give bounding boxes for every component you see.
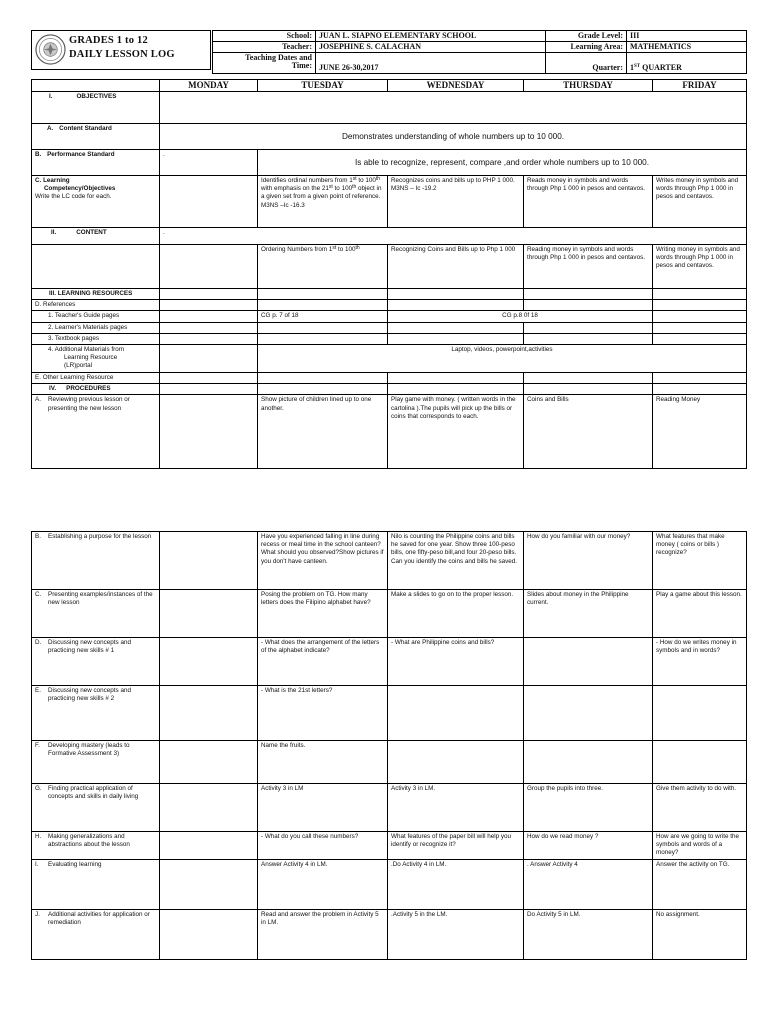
day-monday: MONDAY (160, 80, 258, 92)
lm-tue (258, 322, 388, 333)
deped-seal-icon (35, 34, 66, 65)
procedure-wednesday: Play game with money. ( written words in the cartolina ).The pupils will pick up the bills or coins that corresponds to each. (388, 395, 524, 469)
procedure-row (32, 784, 747, 832)
content-heading-row (32, 228, 747, 245)
procedure-monday (160, 784, 258, 832)
procedure-tuesday: Name the fruits. (258, 741, 388, 784)
competency-tue-text4: to 100 (332, 185, 353, 193)
content-wednesday: Recognizing Coins and Bills up to Php 1 000 (388, 245, 524, 289)
content-thursday: Reading money in symbols and words through Php 1 000 in pesos and centavos. (524, 245, 653, 289)
procedure-tuesday: Answer Activity 4 in LM. (258, 860, 388, 910)
header-info-table (212, 30, 747, 74)
content-friday: Writing money in symbols and words through Php 1 000 in pesos and centavos. (653, 245, 747, 289)
learning-area-value: MATHEMATICS (627, 42, 747, 53)
deped-logo-block (31, 30, 211, 70)
procedure-tuesday: Read and answer the problem in Activity 5 in LM. (258, 910, 388, 960)
or-thu (524, 373, 653, 384)
procedure-friday: How are we going to write the symbols and words of a money? (653, 832, 747, 860)
procedure-row (32, 590, 747, 638)
procedure-label: Discussing new concepts and practicing new skills # 2 (48, 687, 131, 703)
competency-tue-sup2: th (375, 176, 381, 182)
procedure-label: Developing mastery (leads to Formative Assessment 3) (48, 742, 130, 758)
textbook-label: 3. Textbook pages (32, 333, 160, 344)
content-standard-row (32, 124, 747, 150)
teaching-dates-label (213, 53, 316, 74)
procedure-monday (160, 860, 258, 910)
procedure-wednesday: Nilo is counting the Philippine coins and bills he saved for one year. Show three 100-peso bills, one fifty-peso bill,and four 20-peso bills. Can you identify the coins and bills he saved. (388, 532, 524, 590)
procedures-num: IV. (49, 385, 57, 393)
procedure-wednesday: - What are Philippine coins and bills? (388, 638, 524, 686)
teachers-guide-wed-thu: CG p.8 0f 18 (388, 311, 653, 322)
procedure-row (32, 638, 747, 686)
procedure-monday (160, 686, 258, 741)
procedure-thursday: Group the pupils into three. (524, 784, 653, 832)
competency-label-line3: Write the LC code for each. (35, 193, 112, 201)
quarter-value (627, 53, 747, 74)
lr-mon (160, 289, 258, 300)
learning-resources-num: III. (49, 290, 56, 297)
competency-friday: Writes money in symbols and words through Php 1 000 in pesos and centavos. (653, 176, 747, 228)
additional-materials-line2: Learning Resource (64, 354, 118, 362)
performance-standard-heading (32, 150, 160, 176)
tb-mon (160, 333, 258, 344)
content-num: II. (51, 229, 57, 236)
lm-wed (388, 322, 524, 333)
teacher-label: Teacher: (213, 42, 316, 53)
procedure-tuesday: Have you experienced falling in line during recess or meal time in the school canteen?What should you observed?Show pictures if you don't have canteen. (258, 532, 388, 590)
performance-standard-monday: . (160, 150, 258, 176)
procedure-label-cell (32, 686, 160, 741)
grade-level-label: Grade Level: (546, 31, 627, 42)
competency-label1: Learning (43, 177, 70, 184)
objectives-label: OBJECTIVES (76, 93, 117, 100)
procedure-key: F. (35, 742, 40, 749)
procedure-friday: Give them activity to do with. (653, 784, 747, 832)
procedure-label-cell (32, 638, 160, 686)
teachers-guide-row (32, 311, 747, 322)
ref-tue (258, 300, 388, 311)
references-row (32, 300, 747, 311)
performance-standard-num: B. (35, 151, 42, 158)
competency-tue-sup1: st (352, 176, 357, 182)
competency-heading (32, 176, 160, 228)
procedure-thursday: How do we read money ? (524, 832, 653, 860)
lm-fri (653, 322, 747, 333)
grade-level-value: III (627, 31, 747, 42)
procedures-label: PROCEDURES (66, 385, 111, 393)
procedure-monday (160, 395, 258, 469)
procedure-tuesday: Show picture of children lined up to one another. (258, 395, 388, 469)
competency-tuesday (258, 176, 388, 228)
procedure-key: D. (35, 639, 42, 646)
procedure-label-cell (32, 590, 160, 638)
procedure-row (32, 741, 747, 784)
content-label-cell (32, 245, 160, 289)
procedure-label: Reviewing previous lesson or presenting the new lesson (48, 396, 130, 412)
teaching-dates-value: JUNE 26-30,2017 (316, 53, 546, 74)
pr-tue (258, 384, 388, 395)
competency-tue-sup4: th (352, 184, 357, 191)
learners-materials-row (32, 322, 747, 333)
procedure-rows-top (32, 395, 747, 469)
ref-wed (388, 300, 524, 311)
procedure-friday: Reading Money (653, 395, 747, 469)
procedure-friday: Answer the activity on TG. (653, 860, 747, 910)
competency-thursday: Reads money in symbols and words through Php 1 000 in pesos and centavos. (524, 176, 653, 228)
additional-materials-value: Laptop, videos, powerpoint,activities (258, 345, 747, 373)
content-standard-value: Demonstrates understanding of whole numbers up to 10 000. (160, 124, 747, 150)
lr-wed (388, 289, 524, 300)
procedure-tuesday: - What does the arrangement of the letters of the alphabet indicate? (258, 638, 388, 686)
learning-area-label: Learning Area: (546, 42, 627, 53)
quarter-suffix: ST (634, 64, 641, 69)
learners-materials-label: 2. Learner's Materials pages (32, 322, 160, 333)
procedure-tuesday: - What is the 21st letters? (258, 686, 388, 741)
competency-tue-code: M3NS –Ic -16.3 (261, 201, 305, 209)
procedure-friday: What features that make money ( coins or bills ) recognize? (653, 532, 747, 590)
procedure-friday (653, 686, 747, 741)
references-label: D. References (32, 300, 160, 311)
content-standard-num: A. (47, 125, 54, 132)
tb-thu (524, 333, 653, 344)
performance-standard-label: Performance Standard (47, 151, 115, 158)
content-heading (32, 228, 160, 245)
textbook-row (32, 333, 747, 344)
tg-mon (160, 311, 258, 322)
procedure-label: Making generalizations and abstractions about the lesson (48, 833, 130, 849)
school-label: School: (213, 31, 316, 42)
procedure-label: Evaluating learning (48, 861, 102, 868)
procedure-label-cell (32, 910, 160, 960)
procedure-row (32, 910, 747, 960)
competency-label-line1 (35, 177, 156, 185)
procedure-wednesday: .Activity 5 in the LM. (388, 910, 524, 960)
or-mon (160, 373, 258, 384)
procedure-label-cell (32, 860, 160, 910)
procedure-row (32, 532, 747, 590)
competency-wed-text: Recognizes coins and bills up to PHP 1 000. (391, 177, 515, 184)
procedure-label-cell (32, 784, 160, 832)
objectives-body (160, 92, 747, 124)
procedure-friday: No assignment. (653, 910, 747, 960)
form-title-line2: DAILY LESSON LOG (69, 49, 175, 60)
tb-wed (388, 333, 524, 344)
competency-tue-text5: object in a given set from a given point of reference. (261, 185, 382, 201)
pr-mon (160, 384, 258, 395)
competency-tue-text2: to 100 (356, 177, 376, 184)
procedure-friday (653, 741, 747, 784)
procedure-row (32, 686, 747, 741)
objectives-row (32, 92, 747, 124)
procedure-label-cell (32, 532, 160, 590)
competency-tue-text1: Identifies ordinal numbers from 1 (261, 177, 353, 184)
lr-tue (258, 289, 388, 300)
content-tue-text1: Ordering Numbers from 1 (261, 246, 333, 253)
procedure-key: C. (35, 591, 42, 598)
procedure-key: H. (35, 833, 42, 840)
teaching-dates-label-line2: Time: (291, 61, 312, 70)
other-resources-row (32, 373, 747, 384)
teacher-value: JOSEPHINE S. CALACHAN (316, 42, 546, 53)
performance-standard-value: Is able to recognize, represent, compare ,and order whole numbers up to 10 000. (258, 150, 747, 176)
procedure-monday (160, 910, 258, 960)
procedure-label-cell (32, 741, 160, 784)
day-friday: FRIDAY (653, 80, 747, 92)
am-mon (160, 345, 258, 373)
pr-fri (653, 384, 747, 395)
pr-thu (524, 384, 653, 395)
tb-tue (258, 333, 388, 344)
competency-monday (160, 176, 258, 228)
additional-materials-line1: 4. Additional Materials from (48, 346, 124, 354)
competency-wednesday (388, 176, 524, 228)
procedure-row (32, 832, 747, 860)
competency-tue-sup3: st (328, 184, 333, 191)
procedure-thursday: Slides about money in the Philippine current. (524, 590, 653, 638)
procedure-row (32, 395, 747, 469)
procedure-tuesday: Activity 3 in LM (258, 784, 388, 832)
procedure-thursday (524, 741, 653, 784)
procedure-key: E. (35, 687, 41, 694)
other-resources-label: E. Other Learning Resource (32, 373, 160, 384)
quarter-label: Quarter: (546, 53, 627, 74)
procedure-key: A. (35, 396, 41, 404)
ref-fri (653, 300, 747, 311)
objectives-num: I. (49, 93, 53, 100)
procedure-friday: - How do we writes money in symbols and in words? (653, 638, 747, 686)
quarter-number: 1 (630, 63, 634, 72)
procedure-key: G. (35, 785, 42, 792)
day-header-row (32, 80, 747, 92)
procedure-wednesday (388, 686, 524, 741)
procedure-wednesday: .Do Activity 4 in LM. (388, 860, 524, 910)
pr-wed (388, 384, 524, 395)
form-title-line1: GRADES 1 to 12 (69, 35, 148, 46)
day-wednesday: WEDNESDAY (388, 80, 524, 92)
procedure-wednesday: What features of the paper bill will help you identify or recognize it? (388, 832, 524, 860)
procedure-wednesday: Make a slides to go on to the proper lesson. (388, 590, 524, 638)
procedure-label: Additional activities for application or remediation (48, 911, 150, 927)
or-wed (388, 373, 524, 384)
procedure-thursday: How do you familiar with our money? (524, 532, 653, 590)
content-tuesday (258, 245, 388, 289)
content-tue-sup2: th (355, 245, 360, 251)
procedure-label-cell (32, 832, 160, 860)
learning-resources-row (32, 289, 747, 300)
ref-mon (160, 300, 258, 311)
day-tuesday: TUESDAY (258, 80, 388, 92)
procedures-row (32, 384, 747, 395)
objectives-heading (32, 92, 160, 124)
procedure-monday (160, 741, 258, 784)
corner-cell (32, 80, 160, 92)
additional-materials-line3: (LR)portal (64, 362, 92, 370)
procedure-monday (160, 532, 258, 590)
procedure-tuesday: - What do you call these numbers? (258, 832, 388, 860)
learning-resources-heading (32, 289, 160, 300)
lm-thu (524, 322, 653, 333)
procedure-thursday: Coins and Bills (524, 395, 653, 469)
content-tue-text2: to 100 (336, 246, 356, 253)
procedure-thursday: . Answer Activity 4 (524, 860, 653, 910)
procedure-wednesday: Activity 3 in LM. (388, 784, 524, 832)
content-label: CONTENT (76, 229, 107, 236)
procedure-key: I. (35, 861, 39, 868)
procedure-label-cell (32, 395, 160, 469)
content-standard-heading (32, 124, 160, 150)
content-row (32, 245, 747, 289)
quarter-word: QUARTER (640, 63, 682, 72)
lesson-log-table-bottom (31, 531, 747, 960)
or-tue (258, 373, 388, 384)
procedure-key: B. (35, 533, 41, 540)
procedure-friday: Play a game about this lesson. (653, 590, 747, 638)
procedure-monday (160, 638, 258, 686)
tb-fri (653, 333, 747, 344)
content-heading-body: . (160, 228, 747, 245)
teaching-dates-label-line1: Teaching Dates and (245, 53, 312, 62)
procedure-wednesday (388, 741, 524, 784)
procedure-thursday: Do Activity 5 in LM. (524, 910, 653, 960)
procedure-thursday (524, 638, 653, 686)
procedure-label: Discussing new concepts and practicing new skills # 1 (48, 639, 131, 655)
procedure-monday (160, 590, 258, 638)
procedure-tuesday: Posing the problem on TG. How many letters does the Filipino alphabet have? (258, 590, 388, 638)
performance-standard-row (32, 150, 747, 176)
competency-label-line2: Competency/Objectives (44, 185, 116, 193)
tg-fri (653, 311, 747, 322)
procedure-monday (160, 832, 258, 860)
competency-tue-text3: with emphasis on the 21 (261, 185, 329, 193)
procedure-thursday (524, 686, 653, 741)
lesson-log-table-top (31, 79, 747, 469)
teachers-guide-tuesday: CG p. 7 of 18 (258, 311, 388, 322)
school-value: JUAN L. SIAPNO ELEMENTARY SCHOOL (316, 31, 546, 42)
additional-materials-row (32, 345, 747, 373)
ref-thu (524, 300, 653, 311)
content-monday (160, 245, 258, 289)
procedure-key: J. (35, 911, 40, 918)
day-thursday: THURSDAY (524, 80, 653, 92)
content-tue-sup1: st (332, 245, 337, 251)
lr-thu (524, 289, 653, 300)
procedure-rows-bottom (32, 532, 747, 960)
competency-row (32, 176, 747, 228)
content-standard-label: Content Standard (59, 125, 112, 132)
lr-fri (653, 289, 747, 300)
competency-wed-code: M3NS – Ic -19.2 (391, 185, 437, 193)
procedure-label: Finding practical application of concepts and skills in daily living (48, 785, 139, 801)
procedure-label: Presenting examples/instances of the new lesson (48, 591, 153, 607)
teachers-guide-label: 1. Teacher's Guide pages (32, 311, 160, 322)
additional-materials-label (32, 345, 160, 373)
procedure-row (32, 860, 747, 910)
learning-resources-label: LEARNING RESOURCES (57, 290, 133, 297)
procedures-heading (32, 384, 160, 395)
lm-mon (160, 322, 258, 333)
or-fri (653, 373, 747, 384)
competency-num: C. (35, 177, 42, 184)
procedure-label: Establishing a purpose for the lesson (48, 533, 152, 540)
